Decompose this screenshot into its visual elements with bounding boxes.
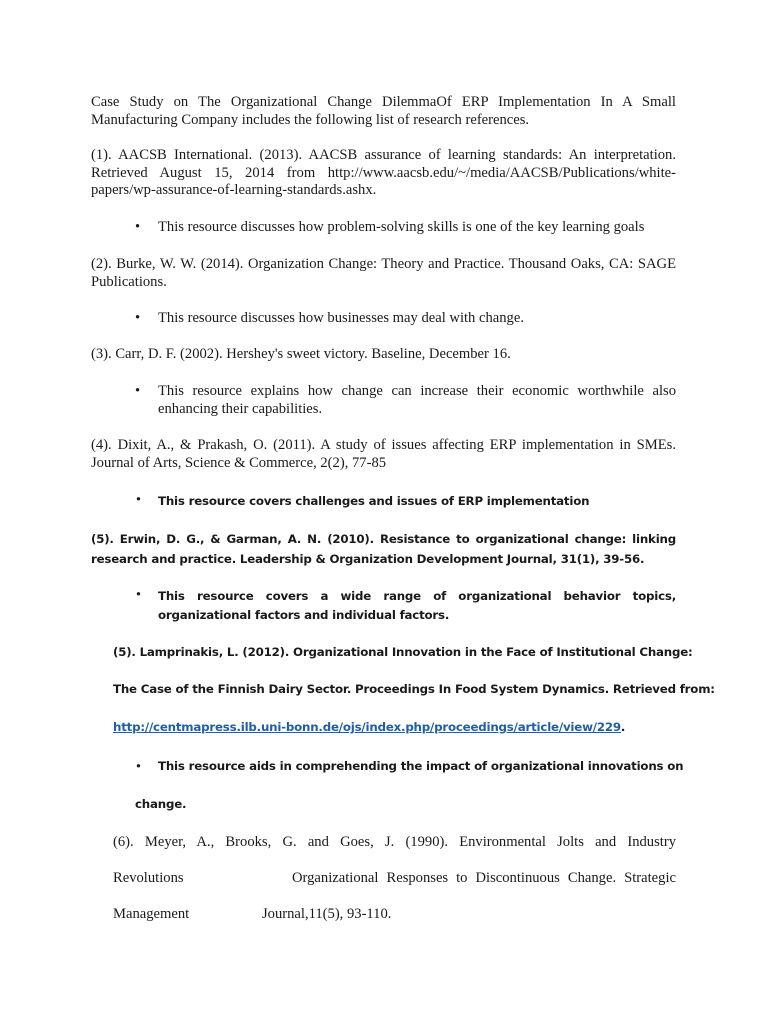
note-text-line-1: This resource aids in comprehending the impact of organizational innovations on — [158, 759, 684, 773]
bullet-icon: • — [135, 310, 141, 326]
reference-6-line-2b: Organizational Responses to Discontinuous Change. Strategic — [292, 870, 676, 886]
bullet-icon: • — [135, 587, 142, 601]
bullet-icon: • — [135, 492, 142, 506]
reference-5b-line-1: (5). Lamprinakis, L. (2012). Organizational Innovation in the Face of Institutional Change: — [113, 645, 693, 659]
reference-3: (3). Carr, D. F. (2002). Hershey's sweet victory. Baseline, December 16. — [91, 346, 511, 362]
reference-6-line-3b: Journal,11(5), 93-110. — [262, 906, 392, 922]
intro-paragraph: Case Study on The Organizational Change DilemmaOf ERP Implementation In A Small Manufacturing Company includes the following list of research references. — [91, 94, 676, 128]
note-text: This resource discusses how businesses may deal with change. — [158, 310, 524, 326]
reference-5b-line-2: The Case of the Finnish Dairy Sector. Proceedings In Food System Dynamics. Retrieved from: — [113, 682, 715, 696]
reference-link[interactable]: http://centmapress.ilb.uni-bonn.de/ojs/index.php/proceedings/article/view/229 — [113, 720, 621, 734]
note-text: This resource covers a wide range of organizational behavior topics, organizational factors and individual factors. — [158, 589, 676, 622]
note-text: This resource discusses how problem-solving skills is one of the key learning goals — [158, 219, 645, 235]
reference-6-line-3a: Management — [113, 906, 190, 922]
bullet-icon: • — [135, 759, 142, 773]
link-suffix: . — [620, 720, 626, 734]
reference-5: (5). Erwin, D. G., & Garman, A. N. (2010). Resistance to organizational change: linking research and practice. Leadership & Organization Development Journal, 31(1), 39-56. — [91, 532, 676, 566]
reference-4: (4). Dixit, A., & Prakash, O. (2011). A study of issues affecting ERP implementation in SMEs. Journal of Arts, Science & Commerce, 2(2), 77-85 — [91, 437, 676, 471]
bullet-icon: • — [135, 383, 141, 399]
note-text: This resource explains how change can increase their economic worthwhile also enhancing their capabilities. — [158, 383, 676, 417]
note-text: This resource covers challenges and issues of ERP implementation — [158, 494, 590, 508]
reference-5b-link-line — [113, 720, 625, 734]
reference-2: (2). Burke, W. W. (2014). Organization Change: Theory and Practice. Thousand Oaks, CA: SAGE Publications. — [91, 256, 676, 290]
reference-6-line-2a: Revolutions — [113, 870, 184, 886]
reference-1: (1). AACSB International. (2013). AACSB assurance of learning standards: An interpretation. Retrieved August 15, 2014 from http://www.aacsb.edu/~/media/AACSB/Publications/white-papers/wp-assurance-of-learning-standards.ashx. — [91, 147, 676, 198]
reference-6-line-1: (6). Meyer, A., Brooks, G. and Goes, J. (1990). Environmental Jolts and Industry — [113, 834, 676, 850]
note-text-line-2: change. — [135, 797, 187, 811]
bullet-icon: • — [135, 219, 141, 235]
